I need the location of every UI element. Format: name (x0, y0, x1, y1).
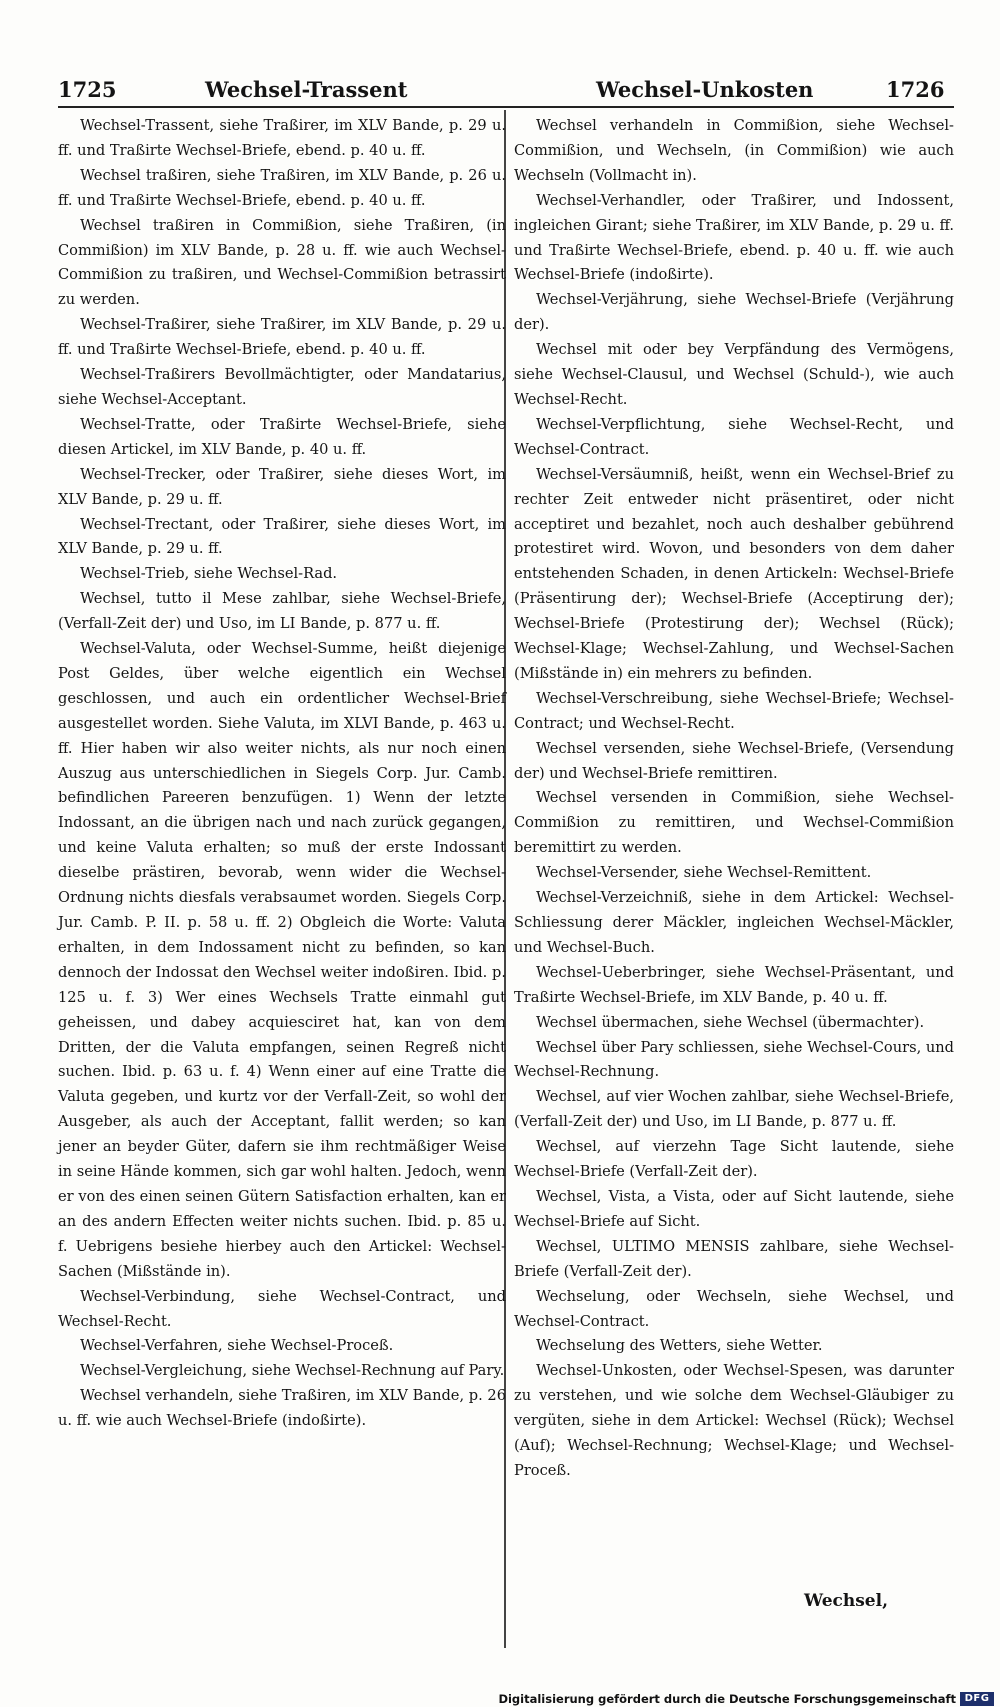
dictionary-entry: Wechsel-Verzeichniß, siehe in dem Artickel: Wechsel-Schliessung derer Mäckler, ingleichen Wechsel-Mäckler, und Wechsel-Buch. (514, 889, 954, 956)
dictionary-entry: Wechselung, oder Wechseln, siehe Wechsel, und Wechsel-Contract. (514, 1287, 954, 1330)
dictionary-entry: Wechsel-Versäumniß, heißt, wenn ein Wechsel-Brief zu rechter Zeit entweder nicht präsentiret, oder nicht acceptiret und bezahlet, noch auch deshalber gebührend protestiret wird. Wovon, und besonders von dem daher entstehenden Schaden, in denen Artickeln: Wechsel-Briefe (Präsentirung der); Wechsel-Briefe (Acceptirung der); Wechsel-Briefe (Protestirung der); Wechsel (Rück); Wechsel-Klage; Wechsel-Zahlung, und Wechsel-Sachen (Mißstände in) ein mehrers zu befinden. (514, 465, 954, 682)
dictionary-entry: Wechselung des Wetters, siehe Wetter. (536, 1337, 823, 1355)
left-page-number: 1725 (58, 77, 117, 102)
dictionary-entry: Wechsel über Pary schliessen, siehe Wechsel-Cours, und Wechsel-Rechnung. (514, 1038, 954, 1081)
dictionary-entry: Wechsel, auf vier Wochen zahlbar, siehe Wechsel-Briefe, (Verfall-Zeit der) und Uso, im LI Bande, p. 877 u. ff. (514, 1088, 954, 1131)
dictionary-entry: Wechsel-Valuta, oder Wechsel-Summe, heißt diejenige Post Geldes, über welche eigentlich ein Wechsel geschlossen, und auch ein ordentlicher Wechsel-Brief ausgestellet worden. Siehe Valuta, im XLVI Bande, p. 463 u. ff. Hier haben wir also weiter nichts, als nur noch einen Auszug aus unterschiedlichen in Siegels Corp. Jur. Camb. befindlichen Pareeren benzufügen. 1) Wenn der letzte Indossant, an die übrigen nach und nach zurück gegangen, und keine Valuta erhalten; so muß der erste Indossant dieselbe prästiren, bevorab, wenn wider die Wechsel-Ordnung nichts diesfals verabsaumet worden. Siegels Corp. Jur. Camb. P. II. p. 58 u. ff. 2) Obgleich die Worte: Valuta erhalten, in dem Indossament nicht zu befinden, so kan dennoch der Indossat den Wechsel weiter indoßiren. Ibid. p. 125 u. f. 3) Wer eines Wechsels Tratte einmahl gut geheissen, und dabey acquiesciret hat, kan von dem Dritten, der die Valuta empfangen, seinen Regreß nicht suchen. Ibid. p. 63 u. f. 4) Wenn einer auf eine Tratte die Valuta gegeben, und kurtz vor der Verfall-Zeit, so wohl der Ausgeber, als auch der Acceptant, fallit werden; so kan jener an beyder Güter, dafern sie ihm rechtmäßiger Weise in seine Hände kommen, sich gar wohl halten. Jedoch, wenn er von des einen seinen Gütern Satisfaction erhalten, kan er an des andern Effecten weiter nichts suchen. Ibid. p. 85 u. f. Uebrigens besiehe hierbey auch den Artickel: Wechsel-Sachen (Mißstände in). (58, 640, 506, 1280)
dictionary-entry: Wechsel-Verbindung, siehe Wechsel-Contract, und Wechsel-Recht. (58, 1287, 506, 1330)
dictionary-entry: Wechsel-Traßirers Bevollmächtigter, oder Mandatarius, siehe Wechsel-Acceptant. (58, 366, 506, 408)
dictionary-entry: Wechsel, Vista, a Vista, oder auf Sicht lautende, siehe Wechsel-Briefe auf Sicht. (514, 1187, 954, 1230)
dfg-logo: DFG (960, 1692, 994, 1706)
funding-notice: Digitalisierung gefördert durch die Deutsche Forschungsgemeinschaft (498, 1692, 956, 1706)
right-running-title: Wechsel-Unkosten (596, 77, 814, 102)
dictionary-entry: Wechsel-Ueberbringer, siehe Wechsel-Präsentant, und Traßirte Wechsel-Briefe, im XLV Bande, p. 40 u. ff. (514, 963, 954, 1006)
catchword: Wechsel, (804, 1591, 888, 1611)
right-column (514, 114, 954, 1484)
dictionary-entry: Wechsel, ULTIMO MENSIS zahlbare, siehe Wechsel-Briefe (Verfall-Zeit der). (514, 1237, 954, 1280)
dictionary-entry: Wechsel mit oder bey Verpfändung des Vermögens, siehe Wechsel-Clausul, und Wechsel (Schuld-), wie auch Wechsel-Recht. (514, 341, 954, 408)
dictionary-entry: Wechsel-Verpflichtung, siehe Wechsel-Recht, und Wechsel-Contract. (514, 415, 954, 458)
dictionary-entry: Wechsel-Trectant, oder Traßirer, siehe dieses Wort, im XLV Bande, p. 29 u. ff. (58, 515, 506, 558)
dictionary-entry: Wechsel übermachen, siehe Wechsel (übermachter). (536, 1013, 925, 1031)
left-column (58, 114, 506, 1434)
dictionary-entry: Wechsel traßiren, siehe Traßiren, im XLV Bande, p. 26 u. ff. und Traßirte Wechsel-Briefe, ebend. p. 40 u. ff. (58, 166, 506, 209)
digitization-footer (498, 1691, 1000, 1707)
dictionary-entry: Wechsel-Verhandler, oder Traßirer, und Indossent, ingleichen Girant; siehe Traßirer, im XLV Bande, p. 29 u. ff. und Traßirte Wechsel-Briefe, ebend. p. 40 u. ff. wie auch Wechsel-Briefe (indoßirte). (514, 191, 954, 284)
dictionary-entry: Wechsel-Trieb, siehe Wechsel-Rad. (80, 565, 338, 583)
dictionary-entry: Wechsel-Verjährung, siehe Wechsel-Briefe (Verjährung der). (514, 291, 954, 334)
dictionary-entry: Wechsel, tutto il Mese zahlbar, siehe Wechsel-Briefe, (Verfall-Zeit der) und Uso, im LI Bande, p. 877 u. ff. (58, 590, 506, 633)
dictionary-entry: Wechsel-Versender, siehe Wechsel-Remittent. (536, 864, 872, 882)
dictionary-entry: Wechsel-Verschreibung, siehe Wechsel-Briefe; Wechsel-Contract; und Wechsel-Recht. (514, 689, 954, 732)
dictionary-entry: Wechsel-Traßirer, siehe Traßirer, im XLV Bande, p. 29 u. ff. und Traßirte Wechsel-Briefe, ebend. p. 40 u. ff. (58, 316, 506, 359)
dictionary-entry: Wechsel verhandeln, siehe Traßiren, im XLV Bande, p. 26 u. ff. wie auch Wechsel-Briefe (indoßirte). (58, 1387, 506, 1430)
dictionary-entry: Wechsel verhandeln in Commißion, siehe Wechsel-Commißion, und Wechseln, (in Commißion) wie auch Wechseln (Vollmacht in). (514, 117, 954, 184)
dictionary-entry: Wechsel-Trassent, siehe Traßirer, im XLV Bande, p. 29 u. ff. und Traßirte Wechsel-Briefe, ebend. p. 40 u. ff. (58, 117, 506, 159)
dictionary-entry: Wechsel, auf vierzehn Tage Sicht lautende, siehe Wechsel-Briefe (Verfall-Zeit der). (514, 1138, 954, 1181)
dictionary-entry: Wechsel-Vergleichung, siehe Wechsel-Rechnung auf Pary. (80, 1362, 505, 1380)
right-page-number: 1726 (886, 77, 945, 102)
dictionary-entry: Wechsel-Unkosten, oder Wechsel-Spesen, was darunter zu verstehen, und wie solche dem Wechsel-Gläubiger zu vergüten, siehe in dem Artickel: Wechsel (Rück); Wechsel (Auf); Wechsel-Rechnung; Wechsel-Klage; und Wechsel-Proceß. (514, 1362, 954, 1479)
dictionary-entry: Wechsel versenden, siehe Wechsel-Briefe, (Versendung der) und Wechsel-Briefe remittiren. (514, 739, 954, 782)
dictionary-entry: Wechsel traßiren in Commißion, siehe Traßiren, (in Commißion) im XLV Bande, p. 28 u. ff. wie auch Wechsel-Commißion zu traßiren, und Wechsel-Commißion betrassirt zu werden. (58, 216, 506, 309)
dictionary-entry: Wechsel-Tratte, oder Traßirte Wechsel-Briefe, siehe diesen Artickel, im XLV Bande, p. 40 u. ff. (58, 415, 506, 458)
dictionary-entry: Wechsel versenden in Commißion, siehe Wechsel-Commißion zu remittiren, und Wechsel-Commißion beremittirt zu werden. (514, 789, 954, 857)
left-running-title: Wechsel-Trassent (205, 77, 408, 102)
dictionary-entry: Wechsel-Trecker, oder Traßirer, siehe dieses Wort, im XLV Bande, p. 29 u. ff. (58, 465, 506, 508)
dictionary-entry: Wechsel-Verfahren, siehe Wechsel-Proceß. (80, 1337, 394, 1355)
header-rule (58, 106, 954, 108)
